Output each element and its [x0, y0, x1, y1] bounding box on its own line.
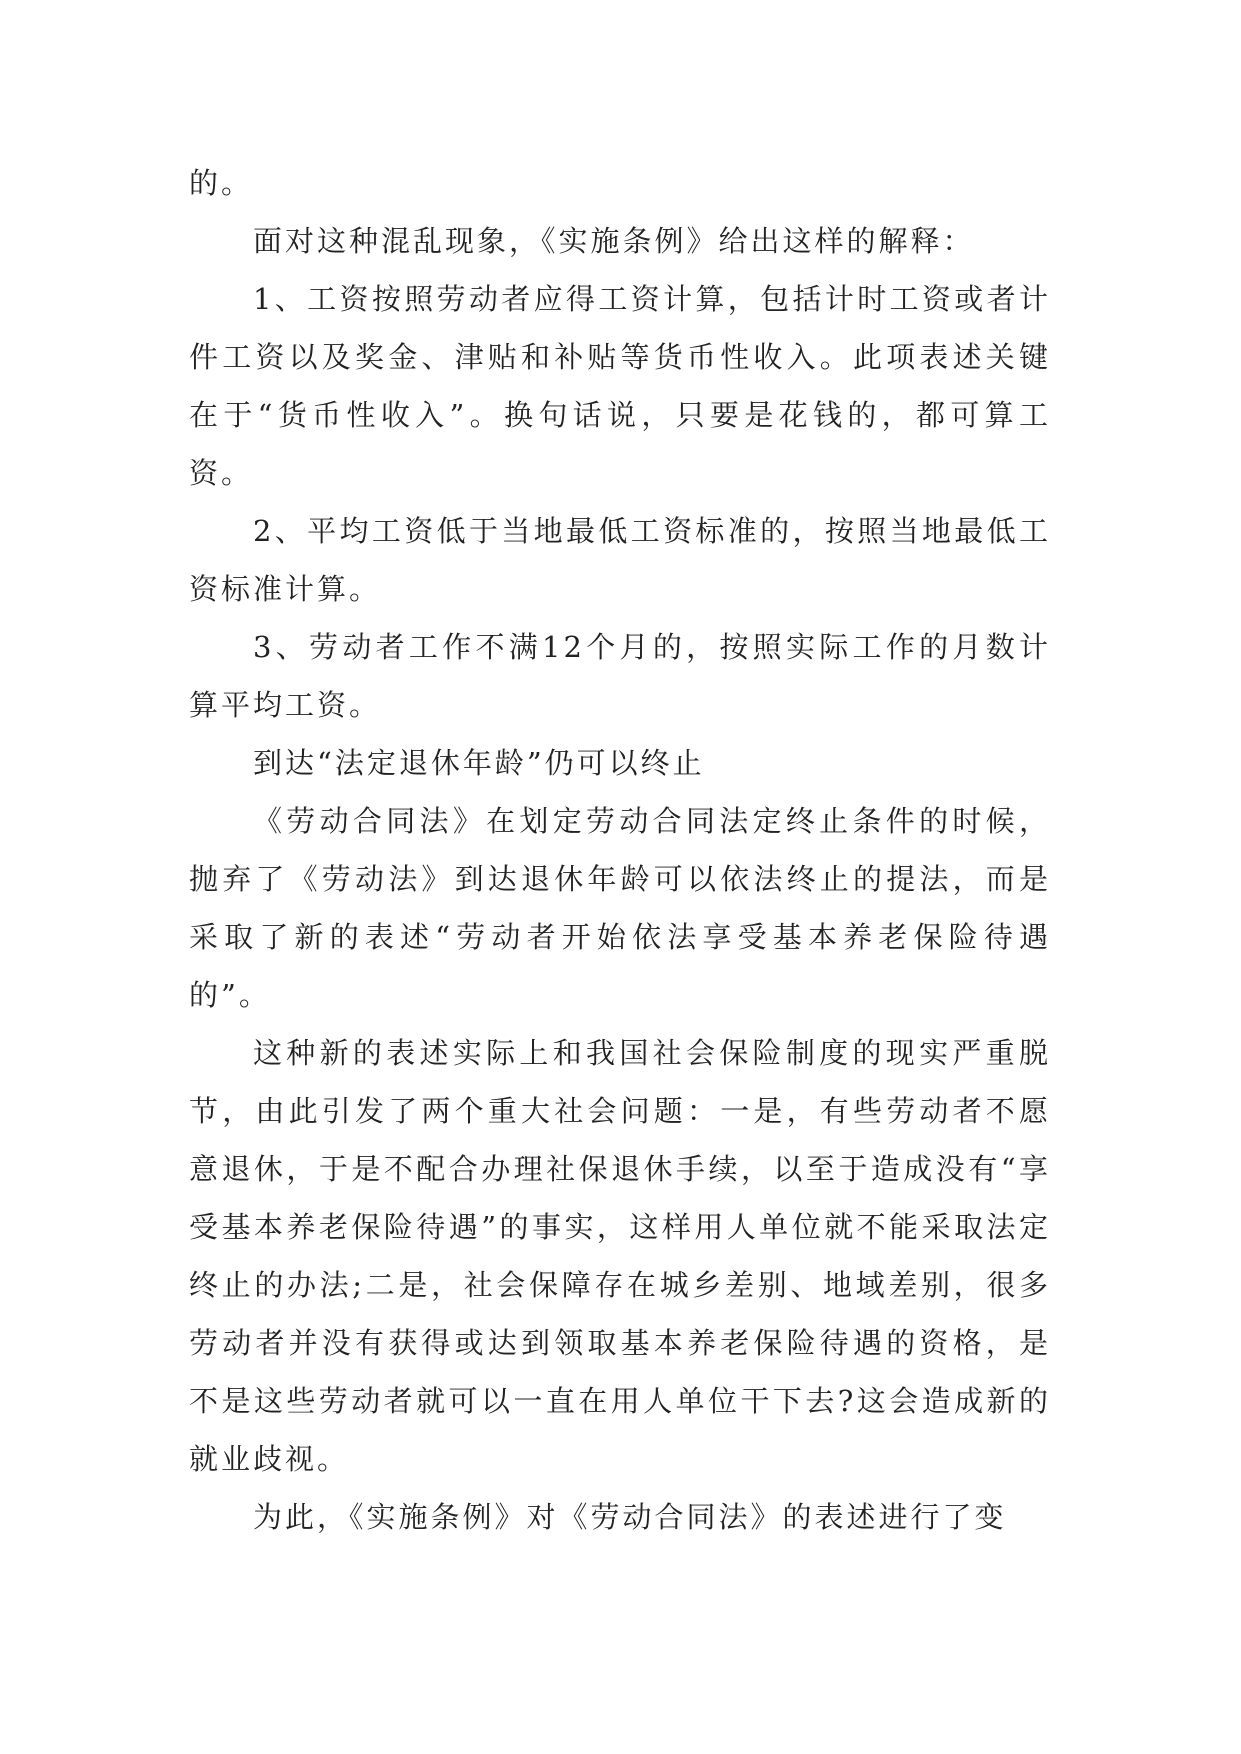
- paragraph-item-2: 2、平均工资低于当地最低工资标准的，按照当地最低工资标准计算。: [189, 514, 1051, 606]
- paragraph-issues: 这种新的表述实际上和我国社会保险制度的现实严重脱节，由此引发了两个重大社会问题：一是，有些劳动者不愿意退休，于是不配合办理社保退休手续，以至于造成没有“享受基本养老保险待遇”的事实，这样用人单位就不能采取法定终止的办法;二是，社会保障存在城乡差别、地域差别，很多劳动者并没有获得或达到领取基本养老保险待遇的资格，是不是这些劳动者就可以一直在用人单位干下去?这会造成新的就业歧视。: [189, 1036, 1051, 1476]
- paragraph-item-3: 3、劳动者工作不满12个月的，按照实际工作的月数计算平均工资。: [189, 630, 1051, 722]
- document-body: [189, 154, 1051, 1546]
- paragraph-intro: 面对这种混乱现象，《实施条例》给出这样的解释：: [253, 224, 975, 258]
- paragraph-continuation: 的。: [189, 166, 254, 200]
- section-heading: 到达“法定退休年龄”仍可以终止: [253, 746, 705, 780]
- paragraph-law: 《劳动合同法》在划定劳动合同法定终止条件的时候，抛弃了《劳动法》到达退休年龄可以依法终止的提法，而是采取了新的表述“劳动者开始依法享受基本养老保险待遇的”。: [189, 804, 1051, 1012]
- paragraph-item-1: 1、工资按照劳动者应得工资计算，包括计时工资或者计件工资以及奖金、津贴和补贴等货币性收入。此项表述关键在于“货币性收入”。换句话说，只要是花钱的，都可算工资。: [189, 282, 1051, 490]
- paragraph-final: 为此，《实施条例》对《劳动合同法》的表述进行了变: [253, 1500, 1007, 1534]
